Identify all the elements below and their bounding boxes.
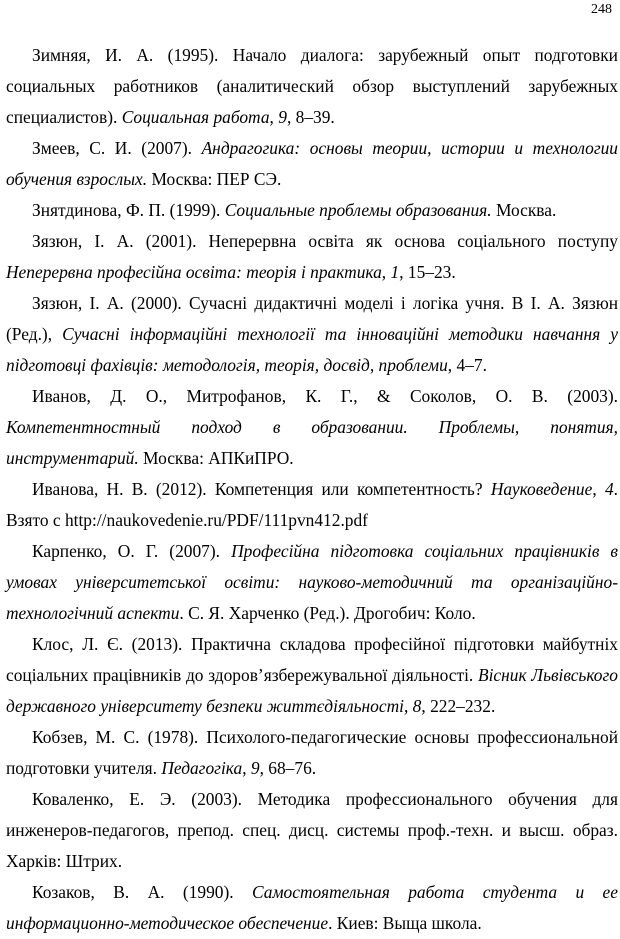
reference-italic-text: Самостоятельная работа студента и ее информационно-методическое обеспечение xyxy=(6,882,618,933)
reference-italic-text: Андрагогика: основы теории, истории и технологии обучения взрослых. xyxy=(6,138,619,189)
reference-text: , xyxy=(242,758,251,778)
reference-text: , xyxy=(592,479,605,499)
reference-text: Зимняя, И. А. (1995). Начало диалога: зарубежный опыт подготовки социальных работников (аналитический обзор выступлений зарубежных специалистов). xyxy=(6,45,618,127)
reference-italic-text: Сучасні інформаційні технології та інноваційні методики навчання у підготовці фахівців: методологія, теорія, досвід, проблеми xyxy=(6,324,618,375)
reference-text: , 68–76. xyxy=(259,758,317,778)
reference-entry xyxy=(6,381,618,474)
reference-text: Москва. xyxy=(491,200,557,220)
reference-entry xyxy=(6,288,618,381)
reference-text: Клос, Л. Є. (2013). Практична складова професійної підготовки майбутніх соціальних працівників до здоров’язбережувальної діяльності. xyxy=(6,634,618,685)
reference-entry xyxy=(6,133,618,195)
page-number: 248 xyxy=(591,2,612,17)
reference-italic-text: 4 xyxy=(604,479,614,499)
reference-entry xyxy=(6,722,618,784)
reference-text: , xyxy=(403,696,413,716)
reference-text: , 8–39. xyxy=(286,107,335,127)
reference-entry xyxy=(6,629,618,722)
reference-text: . С. Я. Харченко (Ред.). Дрогобич: Коло. xyxy=(179,603,476,623)
reference-italic-text: Компетентностный подход в образовании. Проблемы, понятия, инструментарий. xyxy=(6,417,618,468)
reference-italic-text: Неперервна професійна освіта: теорія і практика xyxy=(6,262,382,282)
reference-entry xyxy=(6,195,618,226)
reference-italic-text: Социальные проблемы образования. xyxy=(224,200,492,220)
reference-text: Козаков, В. А. (1990). xyxy=(32,882,253,902)
reference-italic-text: 9 xyxy=(278,107,287,127)
reference-list xyxy=(6,40,618,939)
reference-italic-text: Социальная работа xyxy=(121,107,270,127)
reference-text: . Киев: Выща школа. xyxy=(328,913,482,933)
reference-text: Иванова, Н. В. (2012). Компетенция или компетентность? xyxy=(32,479,491,499)
reference-italic-text: 9 xyxy=(250,758,260,778)
reference-text: , xyxy=(269,107,279,127)
reference-text: , 222–232. xyxy=(421,696,496,716)
reference-text: Знятдинова, Ф. П. (1999). xyxy=(32,200,225,220)
reference-italic-text: 8 xyxy=(412,696,422,716)
reference-text: Кобзев, М. С. (1978). Психолого-педагогические основы профессиональной подготовки учителя. xyxy=(6,727,618,778)
reference-text: Зязюн, І. А. (2000). Сучасні дидактичні моделі і логіка учня. В І. А. Зязюн (Ред.), xyxy=(6,293,618,344)
reference-text: Змеев, С. И. (2007). xyxy=(32,138,202,158)
reference-entry xyxy=(6,536,618,629)
reference-entry xyxy=(6,784,618,877)
reference-entry xyxy=(6,877,618,939)
reference-italic-text: Науковедение xyxy=(490,479,593,499)
reference-entry xyxy=(6,474,618,536)
reference-text: Москва: ПЕР СЭ. xyxy=(147,169,282,189)
reference-text: Москва: АПКиПРО. xyxy=(138,448,294,468)
reference-entry xyxy=(6,40,618,133)
reference-italic-text: 1 xyxy=(390,262,400,282)
reference-text: , xyxy=(381,262,391,282)
reference-text: Карпенко, О. Г. (2007). xyxy=(32,541,232,561)
reference-text: Коваленко, Е. Э. (2003). Методика профессионального обучения для инженеров-педагогов, препод. спец. дисц. системы проф.-техн. и высш. образ. Харків: Штрих. xyxy=(6,789,618,871)
reference-italic-text: Професійна підготовка соціальних працівників в умовах університетської освіти: науково-методичний та організаційно-технологічний аспекти xyxy=(6,541,618,623)
reference-text: , 4–7. xyxy=(447,355,487,375)
reference-italic-text: Вісник Львівського державного університету безпеки життєдіяльності xyxy=(6,665,618,716)
reference-text: Иванов, Д. О., Митрофанов, К. Г., & Соколов, О. В. (2003). xyxy=(32,386,618,406)
reference-text: , 15–23. xyxy=(399,262,456,282)
reference-italic-text: Педагогіка xyxy=(161,758,243,778)
reference-text: Зязюн, І. А. (2001). Неперервна освіта як основа соціального поступу xyxy=(32,231,618,251)
reference-entry xyxy=(6,226,618,288)
reference-text: . Взято с http://naukovedenie.ru/PDF/111pvn412.pdf xyxy=(6,479,618,530)
